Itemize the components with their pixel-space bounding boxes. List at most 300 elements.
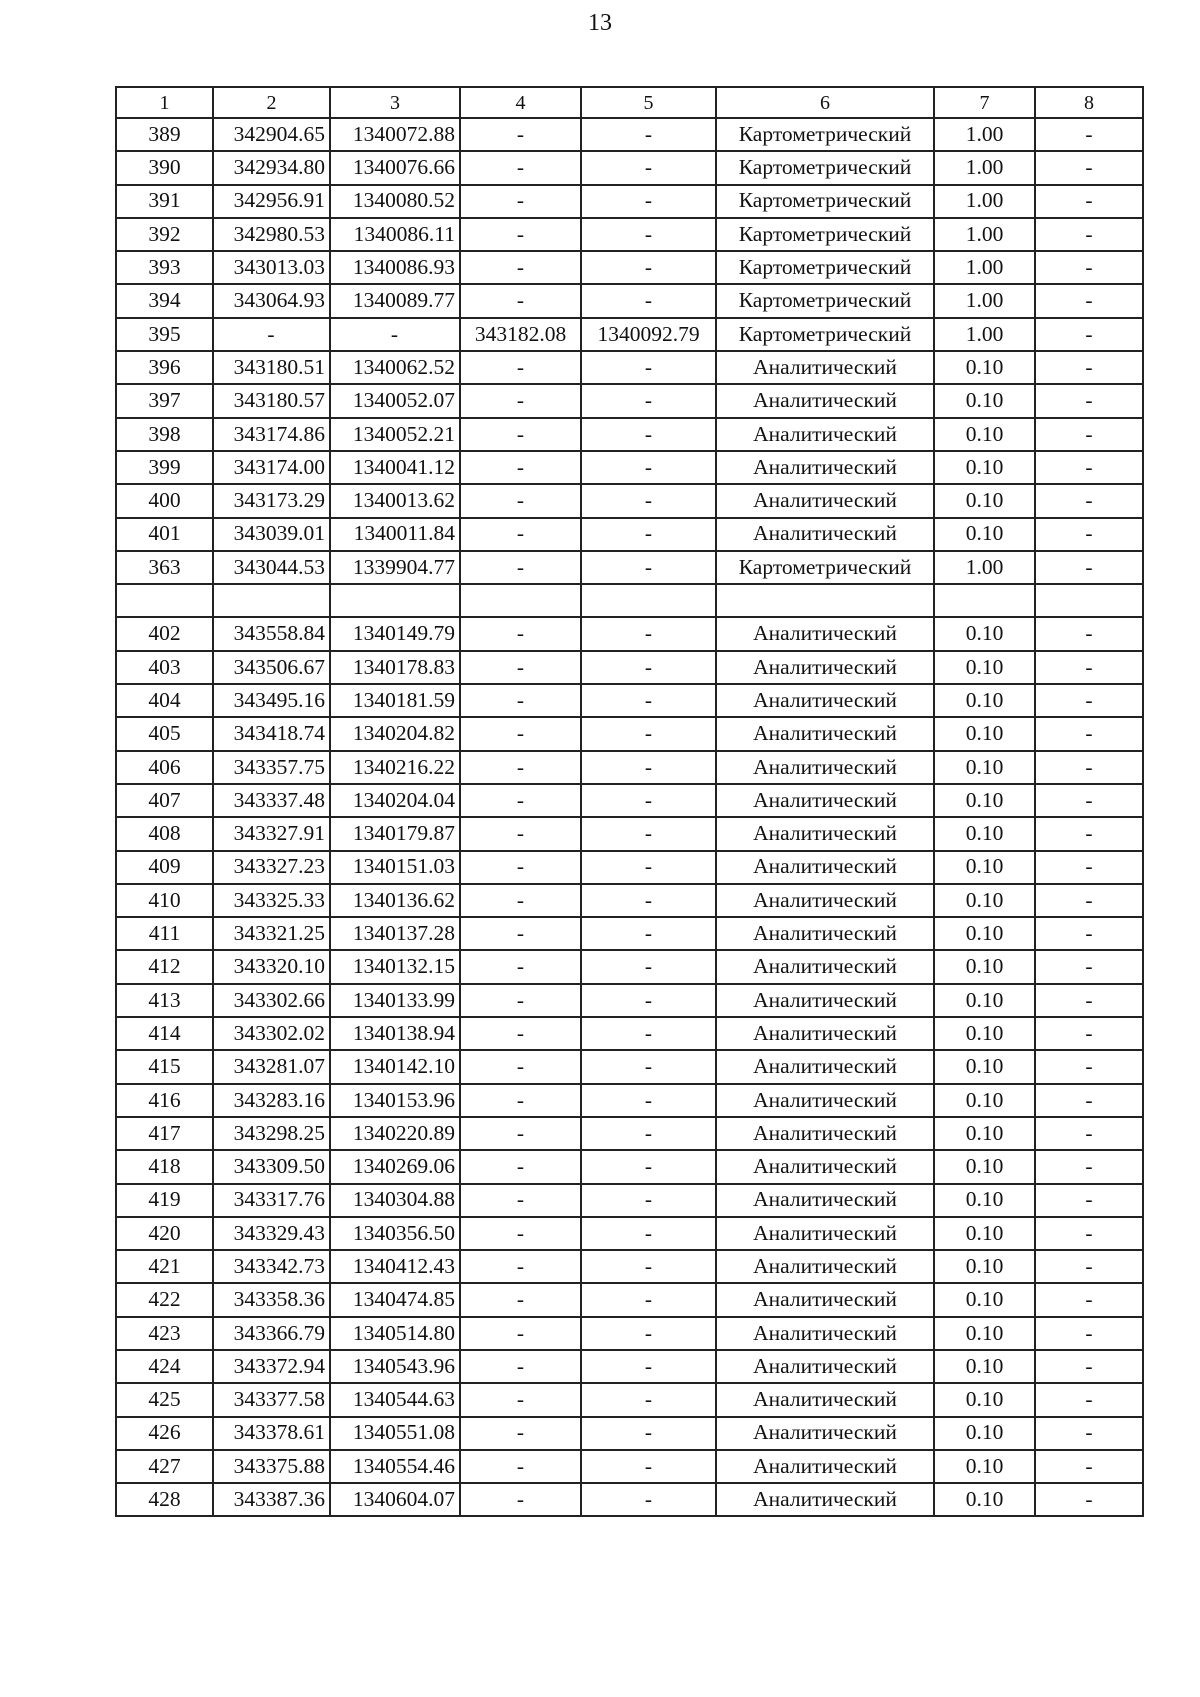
cell-y-coordinate: 1340052.21	[330, 418, 460, 451]
cell-accuracy: 0.10	[934, 784, 1035, 817]
table-row	[116, 717, 1143, 750]
cell-x-coordinate: 343180.57	[213, 384, 330, 417]
cell-x-coordinate: 343366.79	[213, 1317, 330, 1350]
table-row	[116, 218, 1143, 251]
cell-point-number: 426	[116, 1417, 213, 1450]
cell-point-number: 425	[116, 1383, 213, 1416]
cell-point-number: 395	[116, 318, 213, 351]
cell-y-alt	[581, 584, 716, 617]
cell-point-number: 400	[116, 484, 213, 517]
cell-note: -	[1035, 1084, 1143, 1117]
cell-method: Картометрический	[716, 218, 934, 251]
cell-note: -	[1035, 884, 1143, 917]
cell-x-alt: -	[460, 1117, 581, 1150]
cell-point-number: 419	[116, 1184, 213, 1217]
cell-y-coordinate: 1340216.22	[330, 751, 460, 784]
cell-method: Аналитический	[716, 1184, 934, 1217]
cell-point-number: 417	[116, 1117, 213, 1150]
cell-method: Аналитический	[716, 917, 934, 950]
table-row	[116, 1084, 1143, 1117]
cell-x-coordinate: 343044.53	[213, 551, 330, 584]
cell-x-coordinate: 343558.84	[213, 617, 330, 650]
cell-y-alt: -	[581, 617, 716, 650]
cell-method: Аналитический	[716, 451, 934, 484]
cell-x-coordinate: 343342.73	[213, 1250, 330, 1283]
cell-note: -	[1035, 351, 1143, 384]
column-header-7: 7	[934, 87, 1035, 118]
cell-accuracy: 0.10	[934, 518, 1035, 551]
cell-x-coordinate: 343372.94	[213, 1350, 330, 1383]
cell-x-coordinate: 342956.91	[213, 185, 330, 218]
cell-y-alt: -	[581, 751, 716, 784]
cell-x-alt: -	[460, 1483, 581, 1516]
cell-x-alt: -	[460, 684, 581, 717]
cell-accuracy: 0.10	[934, 851, 1035, 884]
cell-note: -	[1035, 1450, 1143, 1483]
cell-point-number: 389	[116, 118, 213, 151]
cell-method: Аналитический	[716, 1084, 934, 1117]
cell-x-alt: -	[460, 1350, 581, 1383]
table-row	[116, 418, 1143, 451]
cell-x-alt: -	[460, 1283, 581, 1316]
cell-x-alt: -	[460, 384, 581, 417]
cell-x-coordinate: 342980.53	[213, 218, 330, 251]
cell-note: -	[1035, 1317, 1143, 1350]
cell-note: -	[1035, 185, 1143, 218]
cell-note: -	[1035, 418, 1143, 451]
cell-accuracy: 0.10	[934, 1350, 1035, 1383]
cell-note: -	[1035, 984, 1143, 1017]
cell-point-number: 363	[116, 551, 213, 584]
cell-x-coordinate: 343173.29	[213, 484, 330, 517]
cell-x-alt: -	[460, 851, 581, 884]
table-row	[116, 1383, 1143, 1416]
cell-point-number: 418	[116, 1150, 213, 1183]
cell-x-alt: -	[460, 784, 581, 817]
cell-note: -	[1035, 617, 1143, 650]
cell-method: Аналитический	[716, 1283, 934, 1316]
cell-note: -	[1035, 851, 1143, 884]
cell-point-number: 399	[116, 451, 213, 484]
cell-point-number: 401	[116, 518, 213, 551]
cell-x-coordinate	[213, 584, 330, 617]
cell-x-alt: -	[460, 1417, 581, 1450]
cell-note: -	[1035, 1050, 1143, 1083]
cell-note	[1035, 584, 1143, 617]
cell-y-coordinate: 1340204.82	[330, 717, 460, 750]
cell-method: Аналитический	[716, 1117, 934, 1150]
cell-point-number: 424	[116, 1350, 213, 1383]
cell-y-alt: -	[581, 1317, 716, 1350]
cell-y-coordinate: 1340089.77	[330, 284, 460, 317]
cell-accuracy: 0.10	[934, 684, 1035, 717]
cell-x-alt: -	[460, 118, 581, 151]
cell-x-coordinate: 343329.43	[213, 1217, 330, 1250]
cell-point-number: 407	[116, 784, 213, 817]
cell-note: -	[1035, 651, 1143, 684]
cell-point-number: 411	[116, 917, 213, 950]
cell-y-coordinate: 1340551.08	[330, 1417, 460, 1450]
cell-y-alt: -	[581, 950, 716, 983]
cell-note: -	[1035, 950, 1143, 983]
cell-accuracy: 1.00	[934, 284, 1035, 317]
cell-x-alt: -	[460, 1317, 581, 1350]
cell-x-alt: -	[460, 551, 581, 584]
cell-method: Картометрический	[716, 185, 934, 218]
cell-note: -	[1035, 451, 1143, 484]
cell-note: -	[1035, 1017, 1143, 1050]
cell-x-coordinate: 343357.75	[213, 751, 330, 784]
cell-method	[716, 584, 934, 617]
cell-point-number: 408	[116, 817, 213, 850]
cell-method: Аналитический	[716, 684, 934, 717]
cell-accuracy: 0.10	[934, 751, 1035, 784]
cell-x-coordinate: 343327.91	[213, 817, 330, 850]
cell-y-coordinate: 1340013.62	[330, 484, 460, 517]
cell-x-alt: -	[460, 151, 581, 184]
cell-method: Аналитический	[716, 1217, 934, 1250]
cell-x-alt: -	[460, 617, 581, 650]
cell-point-number: 412	[116, 950, 213, 983]
table-row	[116, 551, 1143, 584]
cell-accuracy: 0.10	[934, 950, 1035, 983]
cell-point-number: 402	[116, 617, 213, 650]
cell-y-alt: -	[581, 151, 716, 184]
cell-point-number: 397	[116, 384, 213, 417]
table-row	[116, 984, 1143, 1017]
cell-point-number: 390	[116, 151, 213, 184]
cell-accuracy: 1.00	[934, 251, 1035, 284]
cell-y-alt: -	[581, 518, 716, 551]
cell-method: Аналитический	[716, 1317, 934, 1350]
table-row	[116, 1417, 1143, 1450]
cell-y-alt: -	[581, 1117, 716, 1150]
cell-accuracy: 0.10	[934, 1283, 1035, 1316]
cell-accuracy: 1.00	[934, 551, 1035, 584]
cell-x-coordinate: 343039.01	[213, 518, 330, 551]
cell-y-alt: -	[581, 1250, 716, 1283]
cell-y-coordinate: 1340514.80	[330, 1317, 460, 1350]
cell-method: Картометрический	[716, 318, 934, 351]
cell-note: -	[1035, 1150, 1143, 1183]
cell-y-alt: -	[581, 384, 716, 417]
cell-y-alt: -	[581, 984, 716, 1017]
cell-note: -	[1035, 1417, 1143, 1450]
cell-accuracy: 0.10	[934, 1417, 1035, 1450]
cell-x-alt: -	[460, 1150, 581, 1183]
cell-note: -	[1035, 684, 1143, 717]
cell-y-alt: -	[581, 451, 716, 484]
cell-x-coordinate: 343358.36	[213, 1283, 330, 1316]
cell-method: Аналитический	[716, 884, 934, 917]
cell-method: Аналитический	[716, 1383, 934, 1416]
cell-y-alt: -	[581, 817, 716, 850]
cell-accuracy: 1.00	[934, 218, 1035, 251]
cell-x-coordinate: 343387.36	[213, 1483, 330, 1516]
cell-point-number: 416	[116, 1084, 213, 1117]
cell-y-coordinate: 1340137.28	[330, 917, 460, 950]
cell-y-coordinate: 1340220.89	[330, 1117, 460, 1150]
cell-method: Картометрический	[716, 551, 934, 584]
cell-y-alt: -	[581, 351, 716, 384]
cell-x-coordinate: 343337.48	[213, 784, 330, 817]
cell-method: Картометрический	[716, 118, 934, 151]
cell-note: -	[1035, 1383, 1143, 1416]
cell-method: Аналитический	[716, 617, 934, 650]
cell-x-coordinate: 343283.16	[213, 1084, 330, 1117]
cell-y-alt: -	[581, 251, 716, 284]
table-row	[116, 284, 1143, 317]
cell-x-alt: -	[460, 884, 581, 917]
cell-y-coordinate: 1340133.99	[330, 984, 460, 1017]
table-row	[116, 1050, 1143, 1083]
table-row	[116, 1117, 1143, 1150]
cell-method: Аналитический	[716, 351, 934, 384]
cell-accuracy: 0.10	[934, 884, 1035, 917]
cell-y-coordinate: -	[330, 318, 460, 351]
cell-x-alt: -	[460, 817, 581, 850]
cell-accuracy: 0.10	[934, 484, 1035, 517]
cell-method: Аналитический	[716, 851, 934, 884]
cell-accuracy: 0.10	[934, 917, 1035, 950]
table-row	[116, 1317, 1143, 1350]
table-row	[116, 1217, 1143, 1250]
cell-y-coordinate: 1339904.77	[330, 551, 460, 584]
cell-y-coordinate: 1340269.06	[330, 1150, 460, 1183]
cell-accuracy: 1.00	[934, 318, 1035, 351]
table-row	[116, 384, 1143, 417]
cell-x-alt: -	[460, 1050, 581, 1083]
cell-method: Аналитический	[716, 817, 934, 850]
cell-point-number: 428	[116, 1483, 213, 1516]
cell-accuracy: 0.10	[934, 1184, 1035, 1217]
cell-accuracy: 0.10	[934, 1483, 1035, 1516]
cell-y-alt: -	[581, 484, 716, 517]
cell-y-alt: -	[581, 1050, 716, 1083]
cell-y-coordinate: 1340086.11	[330, 218, 460, 251]
column-header-4: 4	[460, 87, 581, 118]
cell-accuracy: 0.10	[934, 1117, 1035, 1150]
cell-note: -	[1035, 1283, 1143, 1316]
cell-x-alt: -	[460, 1017, 581, 1050]
cell-note: -	[1035, 318, 1143, 351]
table-row	[116, 817, 1143, 850]
table-row	[116, 251, 1143, 284]
cell-method: Аналитический	[716, 1017, 934, 1050]
cell-method: Аналитический	[716, 984, 934, 1017]
cell-x-coordinate: 343013.03	[213, 251, 330, 284]
table-row	[116, 151, 1143, 184]
cell-accuracy: 0.10	[934, 651, 1035, 684]
cell-y-coordinate: 1340080.52	[330, 185, 460, 218]
cell-accuracy: 0.10	[934, 617, 1035, 650]
cell-accuracy: 0.10	[934, 418, 1035, 451]
column-header-5: 5	[581, 87, 716, 118]
cell-x-coordinate: 342934.80	[213, 151, 330, 184]
cell-y-alt: -	[581, 1184, 716, 1217]
cell-method: Картометрический	[716, 151, 934, 184]
cell-y-coordinate: 1340132.15	[330, 950, 460, 983]
table-row	[116, 318, 1143, 351]
cell-x-coordinate: 343321.25	[213, 917, 330, 950]
cell-y-coordinate: 1340136.62	[330, 884, 460, 917]
cell-note: -	[1035, 284, 1143, 317]
cell-y-coordinate: 1340153.96	[330, 1084, 460, 1117]
cell-note: -	[1035, 817, 1143, 850]
cell-method: Аналитический	[716, 1417, 934, 1450]
cell-y-coordinate: 1340204.04	[330, 784, 460, 817]
cell-x-coordinate: 343302.02	[213, 1017, 330, 1050]
cell-note: -	[1035, 551, 1143, 584]
cell-x-coordinate: 343174.00	[213, 451, 330, 484]
cell-y-coordinate: 1340604.07	[330, 1483, 460, 1516]
cell-accuracy: 0.10	[934, 1250, 1035, 1283]
cell-point-number: 403	[116, 651, 213, 684]
cell-y-coordinate: 1340149.79	[330, 617, 460, 650]
cell-x-alt: -	[460, 1084, 581, 1117]
cell-y-coordinate: 1340041.12	[330, 451, 460, 484]
cell-method: Аналитический	[716, 1350, 934, 1383]
cell-point-number: 394	[116, 284, 213, 317]
cell-y-coordinate: 1340142.10	[330, 1050, 460, 1083]
table-row	[116, 1017, 1143, 1050]
cell-x-alt: -	[460, 950, 581, 983]
cell-method: Аналитический	[716, 518, 934, 551]
cell-note: -	[1035, 518, 1143, 551]
cell-note: -	[1035, 384, 1143, 417]
cell-method: Аналитический	[716, 418, 934, 451]
table-row	[116, 118, 1143, 151]
cell-y-alt: -	[581, 1283, 716, 1316]
table-row	[116, 684, 1143, 717]
cell-point-number: 393	[116, 251, 213, 284]
cell-accuracy: 0.10	[934, 1383, 1035, 1416]
cell-y-alt: -	[581, 118, 716, 151]
table-row	[116, 484, 1143, 517]
cell-note: -	[1035, 917, 1143, 950]
cell-method: Аналитический	[716, 751, 934, 784]
cell-accuracy: 0.10	[934, 1050, 1035, 1083]
cell-x-coordinate: 343302.66	[213, 984, 330, 1017]
column-header-1: 1	[116, 87, 213, 118]
cell-note: -	[1035, 1483, 1143, 1516]
cell-point-number: 423	[116, 1317, 213, 1350]
cell-x-alt: -	[460, 984, 581, 1017]
cell-method: Аналитический	[716, 1250, 934, 1283]
cell-point-number: 420	[116, 1217, 213, 1250]
cell-method: Картометрический	[716, 284, 934, 317]
cell-point-number: 422	[116, 1283, 213, 1316]
cell-y-coordinate: 1340356.50	[330, 1217, 460, 1250]
cell-method: Аналитический	[716, 1050, 934, 1083]
cell-accuracy: 0.10	[934, 384, 1035, 417]
cell-x-coordinate: 343378.61	[213, 1417, 330, 1450]
table-row	[116, 185, 1143, 218]
cell-x-coordinate: 343320.10	[213, 950, 330, 983]
table-row	[116, 1184, 1143, 1217]
cell-x-coordinate: 342904.65	[213, 118, 330, 151]
cell-note: -	[1035, 1350, 1143, 1383]
cell-y-alt: -	[581, 784, 716, 817]
cell-x-alt: -	[460, 284, 581, 317]
cell-point-number: 404	[116, 684, 213, 717]
cell-method: Аналитический	[716, 1483, 934, 1516]
cell-y-coordinate: 1340076.66	[330, 151, 460, 184]
cell-x-coordinate: 343298.25	[213, 1117, 330, 1150]
cell-point-number: 421	[116, 1250, 213, 1283]
cell-point-number: 391	[116, 185, 213, 218]
cell-method: Аналитический	[716, 784, 934, 817]
cell-point-number: 406	[116, 751, 213, 784]
cell-point-number: 410	[116, 884, 213, 917]
cell-point-number: 398	[116, 418, 213, 451]
cell-accuracy: 0.10	[934, 1450, 1035, 1483]
cell-y-alt: -	[581, 1150, 716, 1183]
cell-x-alt: -	[460, 185, 581, 218]
cell-x-coordinate: 343495.16	[213, 684, 330, 717]
cell-y-alt: -	[581, 717, 716, 750]
cell-x-coordinate: 343327.23	[213, 851, 330, 884]
table-row	[116, 651, 1143, 684]
cell-x-alt	[460, 584, 581, 617]
cell-x-coordinate: 343309.50	[213, 1150, 330, 1183]
table-row	[116, 851, 1143, 884]
cell-point-number: 405	[116, 717, 213, 750]
cell-y-coordinate: 1340072.88	[330, 118, 460, 151]
cell-accuracy: 0.10	[934, 1317, 1035, 1350]
cell-note: -	[1035, 151, 1143, 184]
table-row	[116, 451, 1143, 484]
cell-x-coordinate: 343281.07	[213, 1050, 330, 1083]
table-row	[116, 884, 1143, 917]
table-header-row	[116, 87, 1143, 118]
cell-x-coordinate: 343418.74	[213, 717, 330, 750]
cell-note: -	[1035, 751, 1143, 784]
cell-point-number: 415	[116, 1050, 213, 1083]
cell-y-alt: -	[581, 418, 716, 451]
cell-accuracy: 0.10	[934, 351, 1035, 384]
cell-x-alt: -	[460, 351, 581, 384]
cell-x-alt: -	[460, 1250, 581, 1283]
cell-note: -	[1035, 218, 1143, 251]
cell-y-coordinate: 1340086.93	[330, 251, 460, 284]
cell-y-coordinate: 1340138.94	[330, 1017, 460, 1050]
cell-y-alt: -	[581, 1383, 716, 1416]
cell-method: Аналитический	[716, 950, 934, 983]
cell-y-coordinate: 1340181.59	[330, 684, 460, 717]
cell-x-alt: -	[460, 218, 581, 251]
cell-y-coordinate: 1340304.88	[330, 1184, 460, 1217]
cell-x-coordinate: 343506.67	[213, 651, 330, 684]
cell-y-coordinate: 1340474.85	[330, 1283, 460, 1316]
cell-x-alt: -	[460, 1450, 581, 1483]
cell-method: Аналитический	[716, 1450, 934, 1483]
cell-method: Аналитический	[716, 384, 934, 417]
cell-point-number: 427	[116, 1450, 213, 1483]
table-row	[116, 1450, 1143, 1483]
cell-y-alt: -	[581, 284, 716, 317]
cell-y-alt: -	[581, 218, 716, 251]
cell-method: Картометрический	[716, 251, 934, 284]
cell-y-coordinate: 1340179.87	[330, 817, 460, 850]
cell-x-alt: -	[460, 251, 581, 284]
cell-x-coordinate: 343180.51	[213, 351, 330, 384]
table-row	[116, 950, 1143, 983]
table-row	[116, 1150, 1143, 1183]
cell-y-coordinate: 1340062.52	[330, 351, 460, 384]
cell-accuracy: 0.10	[934, 817, 1035, 850]
cell-y-coordinate: 1340554.46	[330, 1450, 460, 1483]
